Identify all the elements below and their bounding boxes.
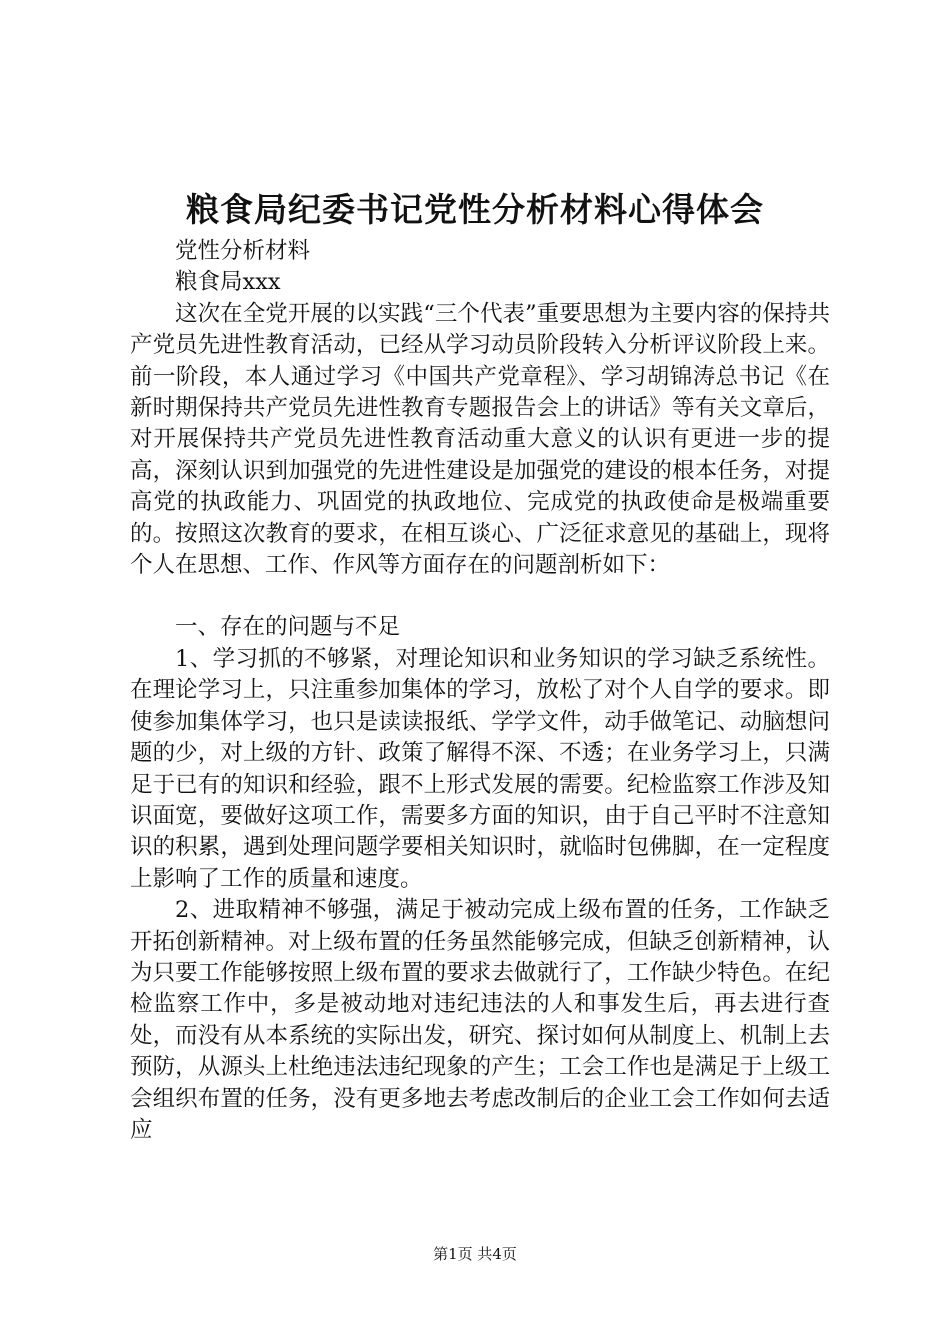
author-line: 粮食局xxx: [175, 269, 281, 296]
paragraph-item-1: 1、学习抓的不够紧，对理论知识和业务知识的学习缺乏系统性。在理论学习上，只注重参加集体的学习，放松了对个人自学的要求。即使参加集体学习，也只是读读报纸、学学文件，动手做笔记、动脑想问题的少，对上级的方针、政策了解得不深、不透；在业务学习上，只满足于已有的知识和经验，跟不上形式发展的需要。纪检监察工作涉及知识面宽，要做好这项工作，需要多方面的知识，由于自己平时不注意知识的积累，遇到处理问题学要相关知识时，就临时包佛脚，在一定程度上影响了工作的质量和速度。: [130, 645, 830, 892]
page-footer: 第1页 共4页: [433, 1245, 517, 1263]
subtitle-line: 党性分析材料: [175, 238, 311, 264]
document-title: 粮食局纪委书记党性分析材料心得体会: [186, 190, 764, 229]
paragraph-intro: 这次在全党开展的以实践“三个代表”重要思想为主要内容的保持共产党员先进性教育活动，已经从学习动员阶段转入分析评议阶段上来。前一阶段，本人通过学习《中国共产党章程》、学习胡锦涛总书记《在新时期保持共产党员先进性教育专题报告会上的讲话》等有关文章后，对开展保持共产党员先进性教育活动重大意义的认识有更进一步的提高，深刻认识到加强党的先进性建设是加强党的建设的根本任务，对提高党的执政能力、巩固党的执政地位、完成党的执政使命是极端重要的。按照这次教育的要求，在相互谈心、广泛征求意见的基础上，现将个人在思想、工作、作风等方面存在的问题剖析如下：: [130, 300, 830, 579]
paragraph-item-2: 2、进取精神不够强，满足于被动完成上级布置的任务，工作缺乏开拓创新精神。对上级布置的任务虽然能够完成，但缺乏创新精神，认为只要工作能够按照上级布置的要求去做就行了，工作缺少特色。在纪检监察工作中，多是被动地对违纪违法的人和事发生后，再去进行查处，而没有从本系统的实际出发，研究、探讨如何从制度上、机制上去预防，从源头上杜绝违法违纪现象的产生；工会工作也是满足于上级工会组织布置的任务，没有更多地去考虑改制后的企业工会工作如何去适应: [130, 897, 830, 1143]
section-heading: 一、存在的问题与不足: [175, 614, 401, 641]
document-body: [130, 236, 830, 1146]
